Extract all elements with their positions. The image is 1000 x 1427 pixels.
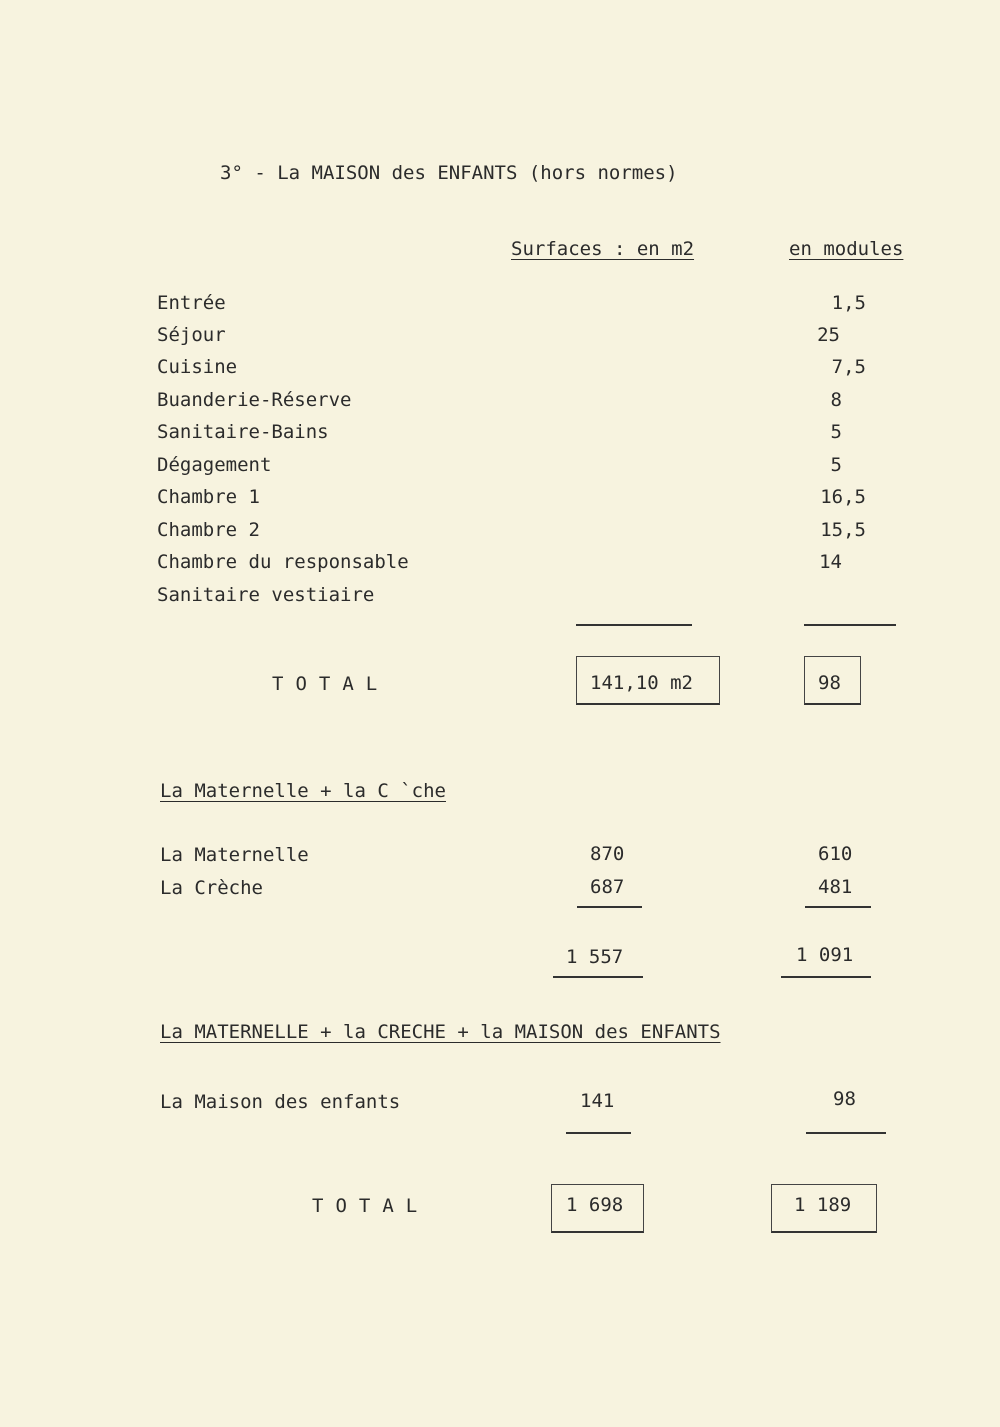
room-modules: 1,5 xyxy=(831,292,866,314)
section-title: La MATERNELLE + la CRECHE + la MAISON des ENFANTS xyxy=(160,1021,721,1043)
room-label: Séjour xyxy=(157,324,226,346)
sum-rule xyxy=(566,1132,631,1134)
room-label: Chambre du responsable xyxy=(157,551,409,573)
room-label: Buanderie-Réserve xyxy=(157,389,352,411)
room-modules: 25 xyxy=(817,324,840,346)
sum-rule xyxy=(806,1132,886,1134)
row-modules: 98 xyxy=(833,1088,856,1110)
room-label: Chambre 2 xyxy=(157,519,260,541)
room-label: Cuisine xyxy=(157,356,238,378)
section-title: La Maternelle + la C `che xyxy=(160,780,446,802)
room-label: Dégagement xyxy=(157,454,272,476)
room-modules: 14 xyxy=(819,551,842,573)
sum-rule xyxy=(804,624,896,626)
room-label: Entrée xyxy=(157,292,226,314)
room-modules: 5 xyxy=(830,421,842,443)
sum-rule xyxy=(805,906,871,908)
row-surface: 870 xyxy=(590,843,625,865)
row-surface: 687 xyxy=(590,876,625,898)
row-label: La Maison des enfants xyxy=(160,1091,401,1113)
total-modules: 98 xyxy=(818,672,841,694)
sum-rule xyxy=(576,624,692,626)
column-header-surfaces: Surfaces : en m2 xyxy=(511,238,695,260)
row-label: La Maternelle xyxy=(160,844,309,866)
room-modules: 5 xyxy=(830,454,842,476)
grand-total-surface: 1 698 xyxy=(566,1194,624,1216)
total-surface: 141,10 m2 xyxy=(590,672,693,694)
row-modules: 481 xyxy=(818,876,853,898)
room-label: Sanitaire-Bains xyxy=(157,421,329,443)
row-modules: 610 xyxy=(818,843,853,865)
room-modules: 8 xyxy=(830,389,842,411)
section-heading: 3° - La MAISON des ENFANTS (hors normes) xyxy=(220,162,678,184)
grand-total-modules: 1 189 xyxy=(794,1194,852,1216)
total-label: TOTAL xyxy=(272,673,390,695)
row-label: La Crèche xyxy=(160,877,263,899)
column-header-modules: en modules xyxy=(789,238,904,260)
sum-rule xyxy=(577,906,642,908)
sum-rule xyxy=(553,976,643,978)
room-modules: 15,5 xyxy=(820,519,866,541)
subtotal-surface: 1 557 xyxy=(566,946,624,968)
room-modules: 7,5 xyxy=(831,356,866,378)
room-modules: 16,5 xyxy=(820,486,866,508)
sum-rule xyxy=(781,976,871,978)
room-label: Sanitaire vestiaire xyxy=(157,584,375,606)
subtotal-modules: 1 091 xyxy=(796,944,854,966)
room-label: Chambre 1 xyxy=(157,486,260,508)
grand-total-label: TOTAL xyxy=(312,1195,430,1217)
row-surface: 141 xyxy=(580,1090,615,1112)
